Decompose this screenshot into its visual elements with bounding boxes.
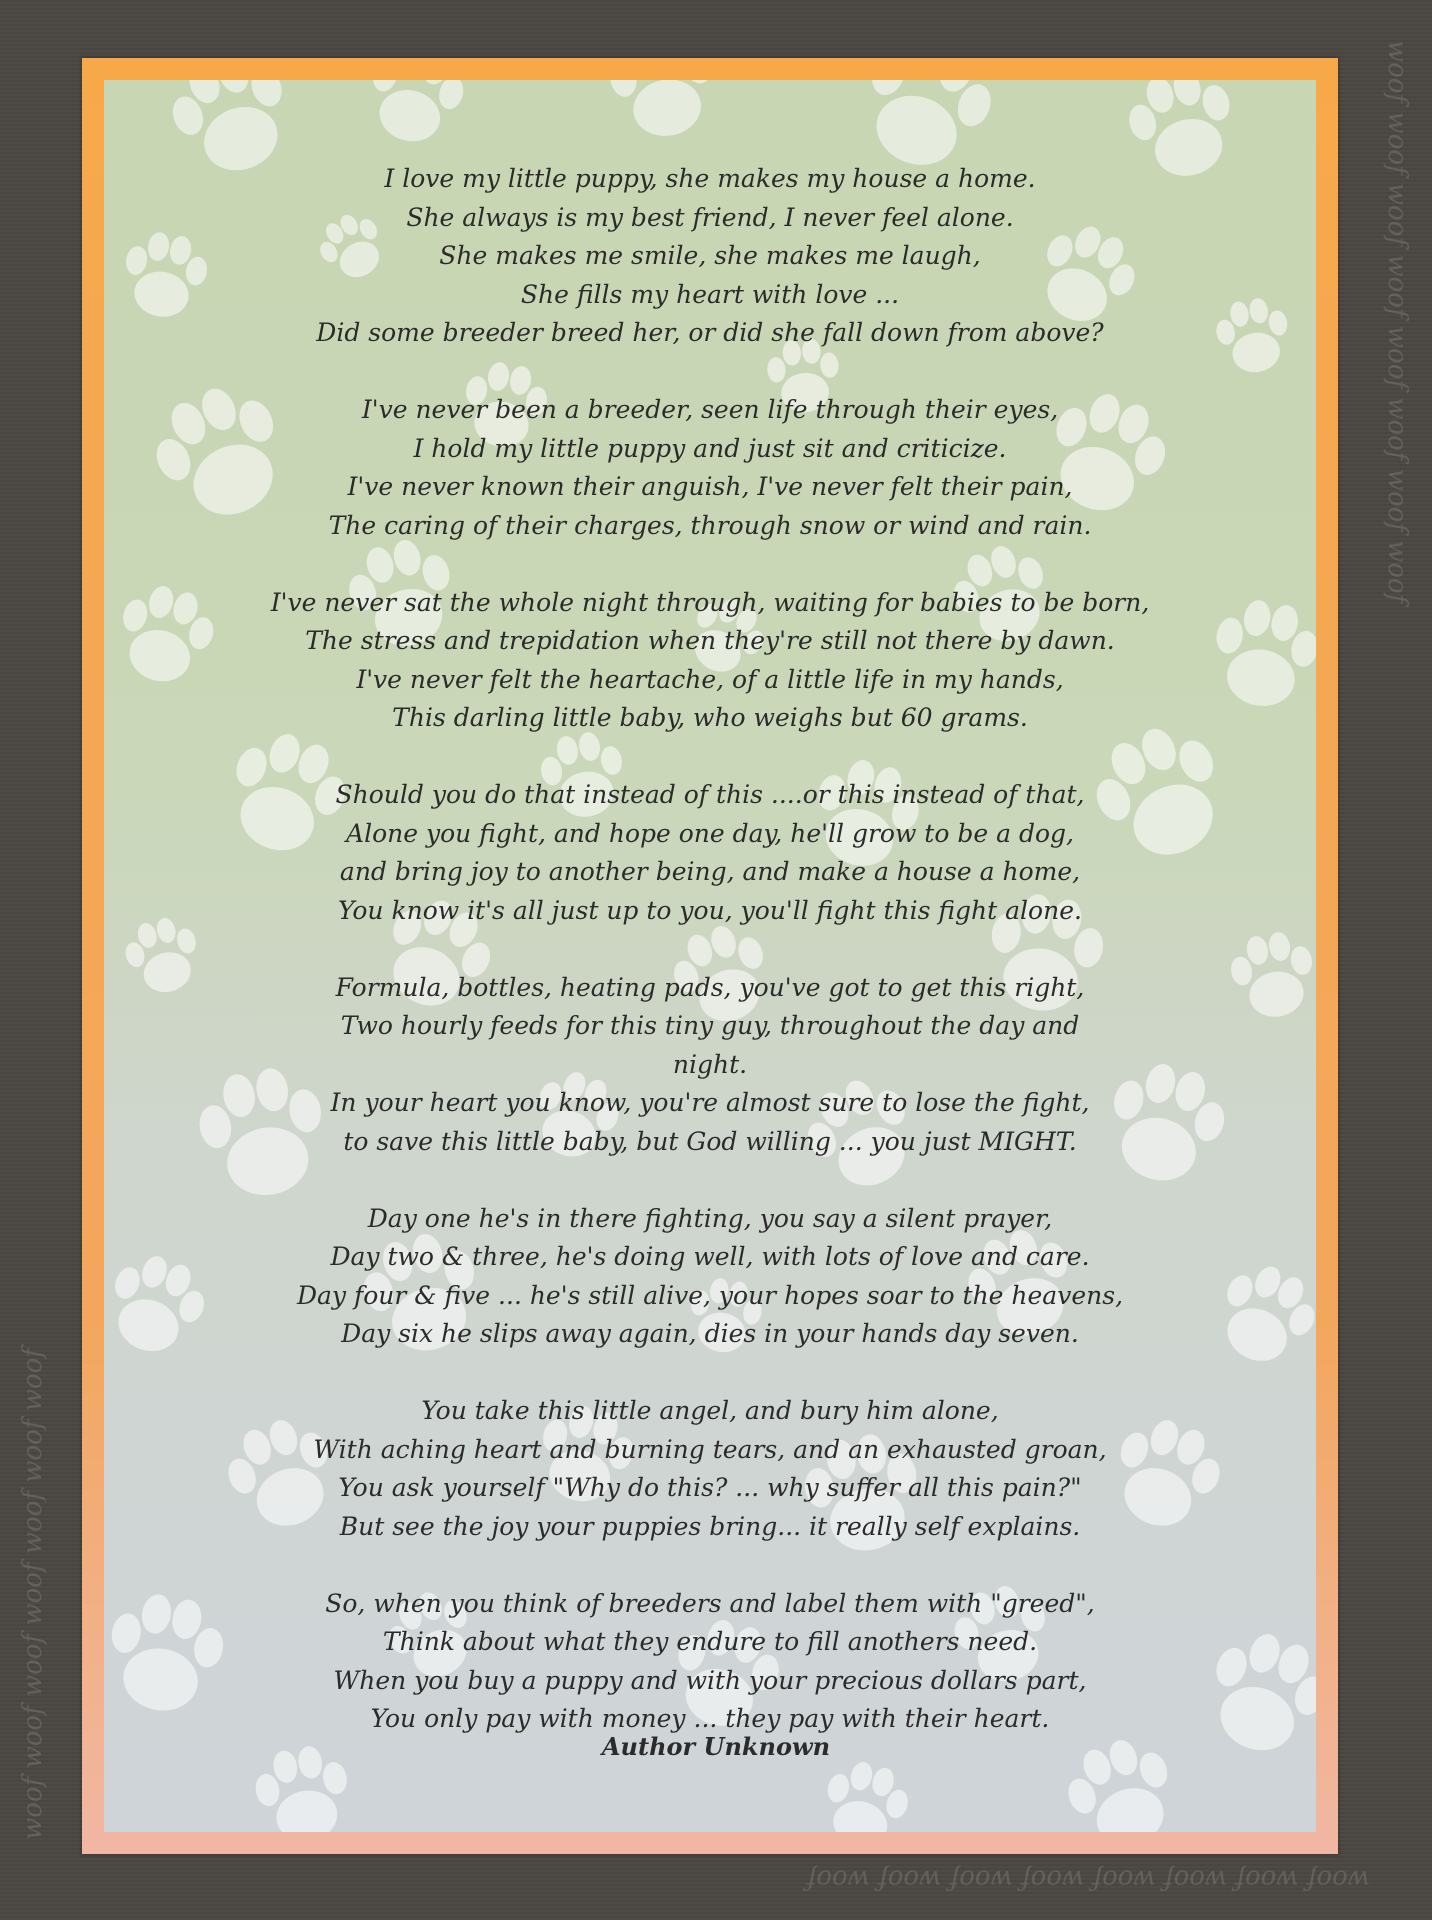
poem-line: You only pay with money ... they pay with their heart.	[370, 1704, 1050, 1733]
poem-line: In your heart you know, you're almost sure to lose the fight,	[330, 1088, 1090, 1117]
poem-line: night.	[672, 1049, 748, 1079]
poem-stanza	[104, 776, 1316, 930]
poem-line: She always is my best friend, I never feel alone.	[406, 202, 1014, 232]
poem-line: You know it's all just up to you, you'll fight this fight alone.	[338, 895, 1082, 925]
poem-line: This darling little baby, who weighs but 60 grams.	[392, 703, 1028, 732]
poem-stanza	[104, 1200, 1316, 1354]
poem-line: She makes me smile, she makes me laugh,	[439, 241, 981, 270]
poem-stanza	[104, 584, 1316, 738]
poem-stanza	[104, 969, 1316, 1162]
paw-print-icon	[604, 80, 723, 144]
border-text-bottom: woof woof woof woof woof woof woof woof	[806, 1864, 1370, 1894]
poem-line: Two hourly feeds for this tiny guy, throughout the day and	[340, 1011, 1080, 1040]
poem-line: Day two & three, he's doing well, with lots of love and care.	[330, 1242, 1090, 1271]
poem-line: Day six he slips away again, dies in your hands day seven.	[341, 1319, 1079, 1348]
poem-stanza	[104, 391, 1316, 545]
poem-line: I hold my little puppy and just sit and criticize.	[413, 433, 1007, 463]
poem-line: Did some breeder breed her, or did she fall down from above?	[316, 318, 1104, 347]
poem-text	[104, 160, 1316, 1777]
orange-frame	[82, 58, 1338, 1854]
poem-stanza	[104, 1392, 1316, 1546]
poem-stanza	[104, 1585, 1316, 1739]
poem-line: So, when you think of breeders and label them with "greed",	[325, 1588, 1095, 1618]
poem-line: You ask yourself "Why do this? ... why suffer all this pain?"	[338, 1473, 1082, 1502]
poem-line: When you buy a puppy and with your precious dollars part,	[333, 1665, 1087, 1695]
poem-line: Think about what they endure to fill anothers need.	[382, 1627, 1038, 1656]
poem-line: Day four & five ... he's still alive, your hopes soar to the heavens,	[296, 1280, 1124, 1310]
paw-print-icon	[359, 80, 472, 152]
poem-line: I love my little puppy, she makes my house a home.	[384, 164, 1036, 193]
poem-line: I've never sat the whole night through, waiting for babies to be born,	[270, 587, 1150, 617]
poem-line: and bring joy to another being, and make a house a home,	[339, 857, 1081, 886]
poem-stanza	[104, 160, 1316, 353]
poem-line: I've never felt the heartache, of a little life in my hands,	[356, 664, 1064, 694]
poem-line: Should you do that instead of this ....or this instead of that,	[335, 780, 1085, 809]
poem-line: I've never known their anguish, I've never felt their pain,	[347, 472, 1073, 501]
poem-line: Formula, bottles, heating pads, you've got to get this right,	[335, 972, 1085, 1002]
poem-line: Day one he's in there fighting, you say a silent prayer,	[367, 1203, 1053, 1233]
poem-line: The caring of their charges, through snow or wind and rain.	[328, 510, 1092, 540]
poem-line: With aching heart and burning tears, and an exhausted groan,	[313, 1434, 1107, 1464]
poem-line: The stress and trepidation when they're still not there by dawn.	[305, 626, 1115, 655]
poem-line: Alone you fight, and hope one day, he'll grow to be a dog,	[346, 818, 1074, 848]
poem-author: Author Unknown	[601, 1732, 831, 1761]
poem-panel	[104, 80, 1316, 1832]
poem-line: You take this little angel, and bury him alone,	[421, 1396, 999, 1425]
poem-line: But see the joy your puppies bring... it really self explains.	[339, 1511, 1081, 1541]
poem-line: to save this little baby, but God willing ... you just MIGHT.	[343, 1126, 1077, 1156]
border-text-left: woof woof woof woof woof woof woof	[18, 1348, 48, 1840]
poem-line: She fills my heart with love ...	[520, 279, 900, 309]
poem-line: I've never been a breeder, seen life through their eyes,	[361, 395, 1059, 424]
border-text-right: woof woof woof woof woof woof woof woof	[1382, 40, 1412, 604]
